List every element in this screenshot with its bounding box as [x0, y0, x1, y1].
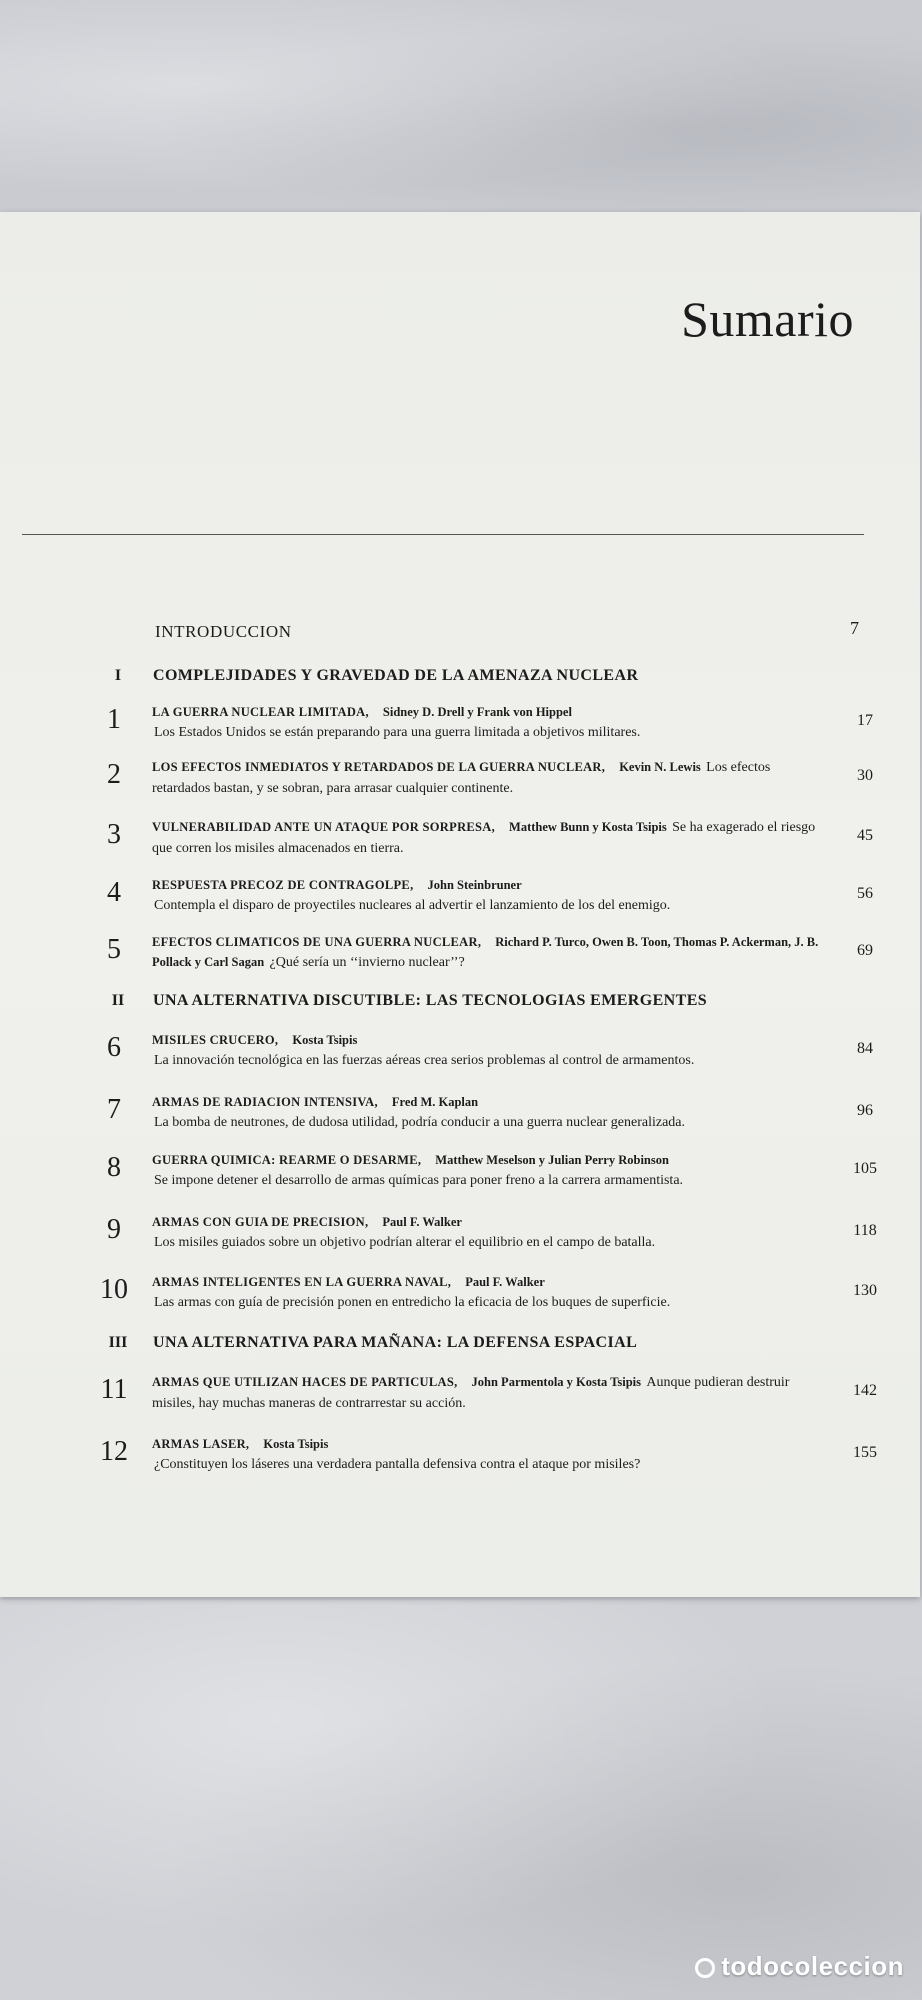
entry-description: Los Estados Unidos se están preparando para una guerra limitada a objetivos militares.	[154, 725, 641, 740]
entry-number: 4	[107, 877, 121, 908]
entry-description: Las armas con guía de precisión ponen en entredicho la eficacia de los buques de superficie.	[154, 1295, 671, 1310]
entry-description: La innovación tecnológica en las fuerzas aéreas crea serios problemas al control de armamentos.	[154, 1053, 695, 1068]
entry-description: La bomba de neutrones, de dudosa utilidad, podría conducir a una guerra nuclear generalizada.	[154, 1115, 686, 1130]
entry-number: 11	[100, 1374, 128, 1405]
entry-number: 7	[107, 1094, 121, 1125]
entry-page-number: 130	[853, 1282, 877, 1299]
title-divider	[22, 534, 864, 535]
section-title: UNA ALTERNATIVA DISCUTIBLE: LAS TECNOLOGIAS EMERGENTES	[153, 992, 708, 1009]
entry-page-number: 30	[857, 767, 873, 784]
entry-number: 10	[100, 1274, 128, 1305]
entry-page-number: 96	[857, 1102, 873, 1119]
section-number: I	[114, 667, 122, 684]
entry-page-number: 17	[857, 712, 873, 729]
entry-text	[152, 817, 832, 859]
entry-author: Matthew Meselson y Julian Perry Robinson	[435, 1153, 669, 1167]
entry-text	[152, 1092, 832, 1133]
entry-description: Los efectos retardados bastan, y se sobran, para arrasar cualquier continente.	[152, 760, 771, 796]
entry-title: VULNERABILIDAD ANTE UN ATAQUE POR SORPRESA,	[152, 820, 496, 834]
entry-description: ¿Qué sería un ‘‘invierno nuclear’’?	[269, 955, 465, 970]
entry-title: LA GUERRA NUCLEAR LIMITADA,	[152, 705, 369, 719]
entry-number: 1	[107, 704, 121, 735]
entry-title: GUERRA QUIMICA: REARME O DESARME,	[152, 1153, 422, 1167]
entry-page-number: 84	[857, 1040, 873, 1057]
entry-description: ¿Constituyen los láseres una verdadera pantalla defensiva contra el ataque por misiles?	[154, 1457, 641, 1472]
background-cloth-bottom	[0, 1600, 922, 2000]
entry-text	[152, 932, 832, 973]
entry-description: Se ha exagerado el riesgo que corren los misiles almacenados en tierra.	[152, 820, 816, 856]
entry-text	[152, 757, 832, 799]
entry-author: John Steinbruner	[427, 878, 522, 892]
section-title: COMPLEJIDADES Y GRAVEDAD DE LA AMENAZA NUCLEAR	[153, 667, 639, 684]
entry-page-number: 45	[857, 827, 873, 844]
entry-text	[152, 1372, 832, 1414]
entry-author: Kosta Tsipis	[292, 1033, 358, 1047]
entry-number: 2	[107, 759, 121, 790]
entry-author: Paul F. Walker	[465, 1275, 545, 1289]
entry-author: Kosta Tsipis	[263, 1437, 329, 1451]
entry-page-number: 155	[853, 1444, 877, 1461]
entry-title: ARMAS QUE UTILIZAN HACES DE PARTICULAS,	[152, 1375, 458, 1389]
entry-author: Paul F. Walker	[382, 1215, 462, 1229]
entry-text	[152, 702, 832, 743]
entry-number: 3	[107, 819, 121, 850]
entry-number: 8	[107, 1152, 121, 1183]
todocoleccion-logo-icon	[695, 1958, 715, 1978]
entry-text	[152, 1434, 832, 1475]
entry-title: MISILES CRUCERO,	[152, 1033, 279, 1047]
entry-description: Se impone detener el desarrollo de armas químicas para poner freno a la carrera armamentista.	[154, 1173, 684, 1188]
entry-text	[152, 875, 832, 916]
entry-title: EFECTOS CLIMATICOS DE UNA GUERRA NUCLEAR,	[152, 935, 482, 949]
entry-author: Sidney D. Drell y Frank von Hippel	[382, 705, 572, 719]
entry-number: 6	[107, 1032, 121, 1063]
entry-page-number: 56	[857, 885, 873, 902]
entry-text	[152, 1272, 832, 1313]
entry-author: Richard P. Turco, Owen B. Toon, Thomas P. Ackerman, J. B. Pollack y Carl Sagan	[152, 935, 819, 969]
entry-number: 12	[100, 1436, 128, 1467]
entry-title: RESPUESTA PRECOZ DE CONTRAGOLPE,	[152, 878, 414, 892]
entry-author: Kevin N. Lewis	[619, 760, 701, 774]
entry-page-number: 105	[853, 1160, 877, 1177]
section-number: III	[108, 1334, 128, 1351]
book-page	[0, 212, 920, 1597]
entry-title: ARMAS LASER,	[152, 1437, 250, 1451]
section-number: II	[111, 992, 125, 1009]
background-cloth-top	[0, 0, 922, 212]
entry-author: John Parmentola y Kosta Tsipis	[471, 1375, 642, 1389]
entry-page-number: 118	[853, 1222, 877, 1239]
watermark-text: todocoleccion	[721, 1951, 904, 1981]
entry-author: Fred M. Kaplan	[391, 1095, 479, 1109]
entry-author: Matthew Bunn y Kosta Tsipis	[509, 820, 667, 834]
entry-number: 5	[107, 934, 121, 965]
page-title: Sumario	[681, 291, 854, 347]
entry-description: Los misiles guiados sobre un objetivo podrían alterar el equilibrio en el campo de batalla.	[154, 1235, 656, 1250]
entry-title: LOS EFECTOS INMEDIATOS Y RETARDADOS DE LA GUERRA NUCLEAR,	[152, 760, 606, 774]
entry-title: ARMAS INTELIGENTES EN LA GUERRA NAVAL,	[152, 1275, 452, 1289]
entry-text	[152, 1212, 832, 1253]
entry-title: ARMAS CON GUIA DE PRECISION,	[152, 1215, 369, 1229]
entry-number: 9	[107, 1214, 121, 1245]
entry-description: Aunque pudieran destruir misiles, hay muchas maneras de contrarrestar su acción.	[152, 1375, 790, 1411]
entry-title: ARMAS DE RADIACION INTENSIVA,	[152, 1095, 378, 1109]
entry-text	[152, 1030, 832, 1071]
section-title: UNA ALTERNATIVA PARA MAÑANA: LA DEFENSA ESPACIAL	[153, 1334, 638, 1351]
entry-page-number: 142	[853, 1382, 877, 1399]
intro-page-number: 7	[850, 618, 859, 638]
entry-page-number: 69	[857, 942, 873, 959]
entry-text	[152, 1150, 832, 1191]
entry-description: Contempla el disparo de proyectiles nucleares al advertir el lanzamiento de los del enemigo.	[154, 898, 671, 913]
watermark	[695, 1951, 904, 1982]
intro-label: INTRODUCCION	[155, 622, 292, 641]
